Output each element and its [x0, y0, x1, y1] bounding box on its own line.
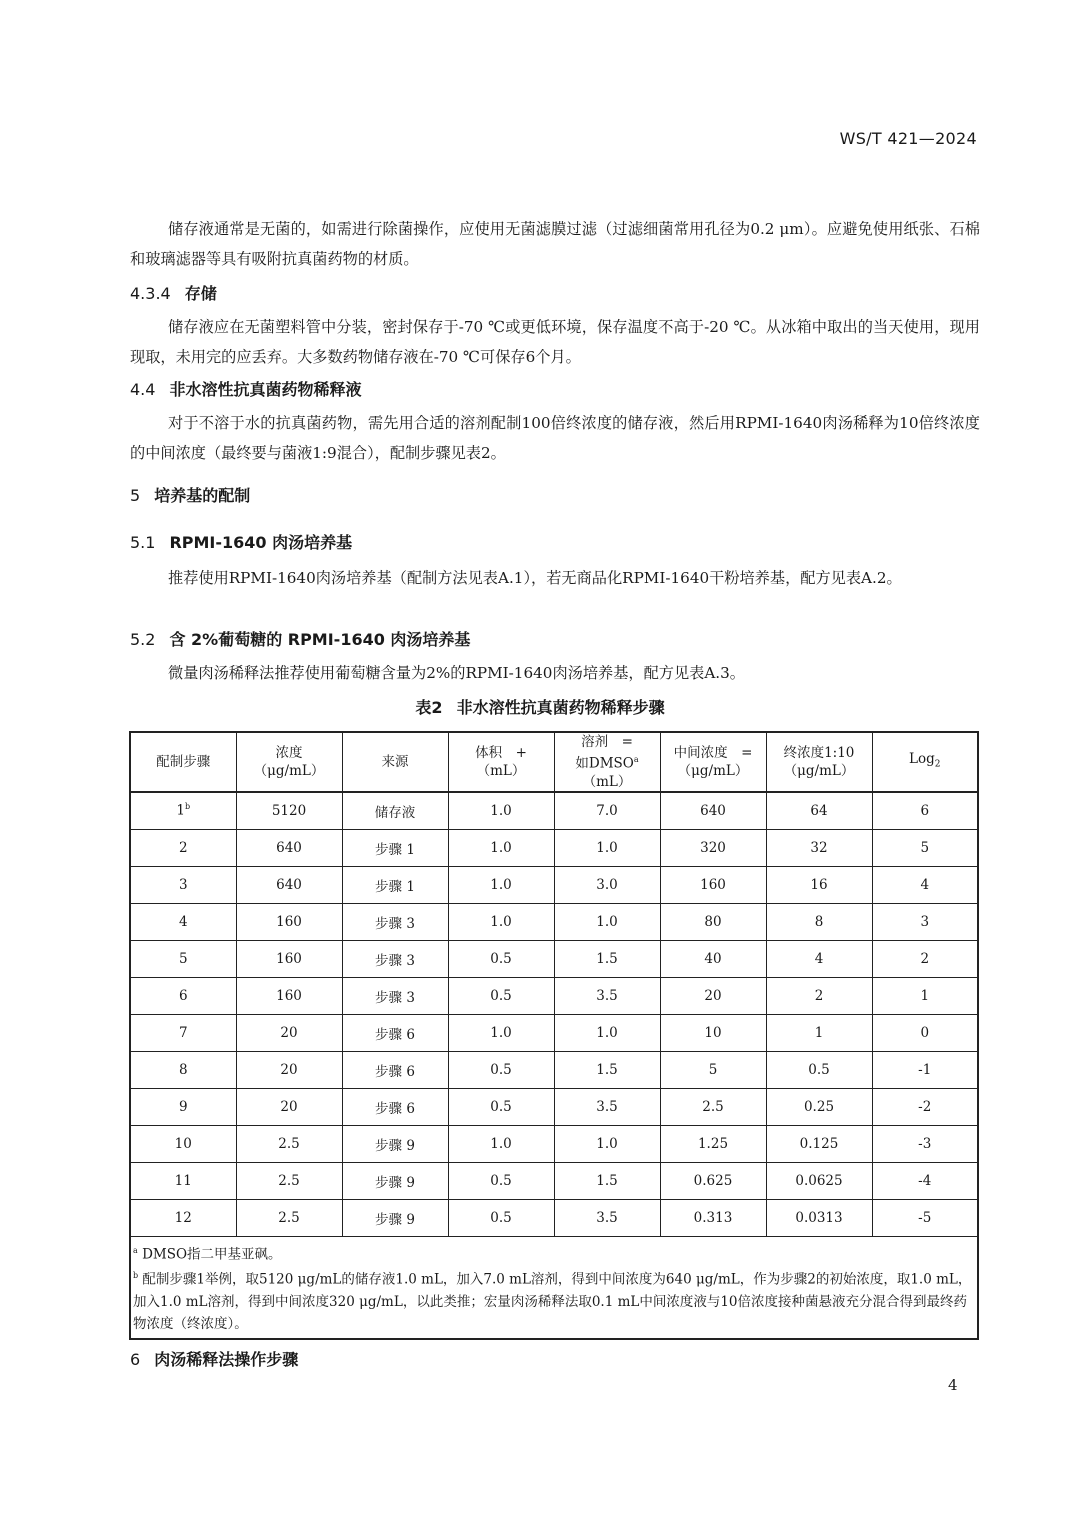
- table-row: [130, 940, 978, 977]
- cell-step: 1$^b$: [130, 792, 236, 830]
- cell-log: 3: [872, 903, 978, 940]
- table-row: [130, 792, 978, 830]
- table-row: [130, 1125, 978, 1162]
- header-volume: 体积 + （mL）: [448, 732, 554, 792]
- cell-step: 5: [130, 940, 236, 977]
- cell-source: 步骤 9: [342, 1162, 448, 1199]
- heading-title: 培养基的配制: [154, 486, 251, 505]
- cell-conc: 160: [236, 903, 342, 940]
- table-row: [130, 1199, 978, 1236]
- cell-source: 步骤 9: [342, 1199, 448, 1236]
- cell-mid: 320: [660, 829, 766, 866]
- cell-mid: 80: [660, 903, 766, 940]
- cell-solvent: 3.5: [554, 1088, 660, 1125]
- cell-volume: 1.0: [448, 903, 554, 940]
- cell-final: 32: [766, 829, 872, 866]
- paragraph-5-1: 推荐使用RPMI-1640肉汤培养基（配制方法见表A.1），若无商品化RPMI-1640干粉培养基，配方见表A.2。: [168, 569, 902, 587]
- paragraph-4-3-4: 储存液应在无菌塑料管中分装，密封保存于-70 ℃或更低环境，保存温度不高于-20 ℃。从冰箱中取出的当天使用，现用现取，未用完的应丢弃。大多数药物储存液在-70 ℃可保存6个月。: [130, 318, 980, 366]
- cell-mid: 10: [660, 1014, 766, 1051]
- cell-conc: 20: [236, 1051, 342, 1088]
- heading-number: 4.3.4: [130, 284, 171, 303]
- cell-step: 9: [130, 1088, 236, 1125]
- paragraph-4-4: 对于不溶于水的抗真菌药物，需先用合适的溶剂配制100倍终浓度的储存液，然后用RPMI-1640肉汤稀释为10倍终浓度的中间浓度（最终要与菌液1:9混合），配制步骤见表2。: [130, 414, 980, 462]
- cell-log: -4: [872, 1162, 978, 1199]
- cell-source: 步骤 6: [342, 1014, 448, 1051]
- header-solvent: 溶剂 = 如DMSO$^a$（mL）: [554, 732, 660, 792]
- cell-source: 步骤 1: [342, 866, 448, 903]
- cell-solvent: 3.0: [554, 866, 660, 903]
- heading-number: 5.1: [130, 533, 156, 552]
- paragraph-storage-sterile: 储存液通常是无菌的，如需进行除菌操作，应使用无菌滤膜过滤（过滤细菌常用孔径为0.2 μm）。应避免使用纸张、石棉和玻璃滤器等具有吸附抗真菌药物的材质。: [130, 220, 980, 268]
- cell-source: 步骤 6: [342, 1088, 448, 1125]
- cell-final: 1: [766, 1014, 872, 1051]
- table-row: [130, 1162, 978, 1199]
- cell-log: 4: [872, 866, 978, 903]
- cell-conc: 2.5: [236, 1199, 342, 1236]
- cell-final: 2: [766, 977, 872, 1014]
- cell-mid: 640: [660, 792, 766, 830]
- table-row: [130, 903, 978, 940]
- cell-mid: 20: [660, 977, 766, 1014]
- cell-mid: 0.625: [660, 1162, 766, 1199]
- cell-volume: 0.5: [448, 1088, 554, 1125]
- cell-volume: 1.0: [448, 866, 554, 903]
- table-row: [130, 866, 978, 903]
- cell-volume: 0.5: [448, 940, 554, 977]
- cell-conc: 5120: [236, 792, 342, 830]
- cell-volume: 0.5: [448, 1162, 554, 1199]
- header-concentration: 浓度 （μg/mL）: [236, 732, 342, 792]
- cell-source: 步骤 9: [342, 1125, 448, 1162]
- cell-volume: 1.0: [448, 1125, 554, 1162]
- cell-solvent: 1.0: [554, 829, 660, 866]
- heading-5-1: [130, 530, 352, 553]
- cell-volume: 1.0: [448, 792, 554, 830]
- note-a: $^a$ DMSO指二甲基亚砜。: [133, 1245, 282, 1262]
- cell-conc: 20: [236, 1014, 342, 1051]
- table-number: 表2: [415, 698, 443, 717]
- cell-step: 2: [130, 829, 236, 866]
- heading-number: 6: [130, 1350, 141, 1369]
- cell-conc: 2.5: [236, 1125, 342, 1162]
- cell-final: 0.5: [766, 1051, 872, 1088]
- cell-final: 64: [766, 792, 872, 830]
- heading-title: 非水溶性抗真菌药物稀释液: [169, 380, 362, 399]
- header-intermediate-concentration: 中间浓度 = （μg/mL）: [660, 732, 766, 792]
- dilution-table: [129, 731, 979, 1340]
- cell-final: 0.25: [766, 1088, 872, 1125]
- cell-source: 步骤 1: [342, 829, 448, 866]
- header-final-concentration: 终浓度1:10 （μg/mL）: [766, 732, 872, 792]
- cell-solvent: 1.5: [554, 940, 660, 977]
- cell-final: 8: [766, 903, 872, 940]
- heading-title: 肉汤稀释法操作步骤: [154, 1350, 299, 1369]
- cell-source: 储存液: [342, 792, 448, 830]
- cell-conc: 160: [236, 977, 342, 1014]
- table-row: [130, 1051, 978, 1088]
- cell-source: 步骤 3: [342, 940, 448, 977]
- cell-step: 6: [130, 977, 236, 1014]
- cell-log: 0: [872, 1014, 978, 1051]
- cell-log: -1: [872, 1051, 978, 1088]
- cell-log: 6: [872, 792, 978, 830]
- note-b: $^b$ 配制步骤1举例，取5120 μg/mL的储存液1.0 mL，加入7.0 mL溶剂，得到中间浓度为640 μg/mL，作为步骤2的初始浓度，取1.0 mL，加入1.0 mL溶剂，得到中间浓度320 μg/mL，以此类推；宏量肉汤稀释法取0.1 mL中间浓度液与10倍浓度接种菌悬液充分混合得到最终药物浓度（终浓度）。: [133, 1271, 972, 1332]
- cell-solvent: 1.5: [554, 1051, 660, 1088]
- cell-conc: 20: [236, 1088, 342, 1125]
- header-step: 配制步骤: [130, 732, 236, 792]
- cell-log: -3: [872, 1125, 978, 1162]
- cell-mid: 160: [660, 866, 766, 903]
- cell-conc: 640: [236, 829, 342, 866]
- cell-source: 步骤 3: [342, 977, 448, 1014]
- table-notes-row: [130, 1236, 978, 1339]
- heading-4-4: [130, 377, 361, 400]
- cell-log: 5: [872, 829, 978, 866]
- cell-log: -2: [872, 1088, 978, 1125]
- cell-mid: 1.25: [660, 1125, 766, 1162]
- heading-6: [130, 1347, 298, 1370]
- heading-5-2: [130, 627, 470, 650]
- cell-step: 3: [130, 866, 236, 903]
- table-title: 非水溶性抗真菌药物稀释步骤: [456, 698, 665, 717]
- cell-log: 2: [872, 940, 978, 977]
- table-caption: [0, 695, 1080, 718]
- table-row: [130, 829, 978, 866]
- cell-solvent: 1.0: [554, 1014, 660, 1051]
- cell-step: 8: [130, 1051, 236, 1088]
- cell-volume: 1.0: [448, 1014, 554, 1051]
- cell-log: -5: [872, 1199, 978, 1236]
- heading-number: 5.2: [130, 630, 156, 649]
- header-log2: Log$_2$: [872, 732, 978, 792]
- cell-volume: 0.5: [448, 1051, 554, 1088]
- cell-source: 步骤 6: [342, 1051, 448, 1088]
- cell-log: 1: [872, 977, 978, 1014]
- heading-title: 存储: [184, 284, 217, 303]
- cell-conc: 160: [236, 940, 342, 977]
- cell-final: 0.0313: [766, 1199, 872, 1236]
- cell-step: 4: [130, 903, 236, 940]
- cell-mid: 2.5: [660, 1088, 766, 1125]
- heading-title: 含 2%葡萄糖的 RPMI-1640 肉汤培养基: [169, 630, 471, 649]
- table-header-row: [130, 732, 978, 792]
- paragraph-5-2: 微量肉汤稀释法推荐使用葡萄糖含量为2%的RPMI-1640肉汤培养基，配方见表A.3。: [168, 664, 745, 682]
- cell-final: 0.125: [766, 1125, 872, 1162]
- cell-solvent: 1.0: [554, 1125, 660, 1162]
- heading-title: RPMI-1640 肉汤培养基: [169, 533, 353, 552]
- table-notes: [130, 1236, 978, 1339]
- table-row: [130, 1014, 978, 1051]
- cell-volume: 1.0: [448, 829, 554, 866]
- footnote-mark: b: [184, 802, 191, 812]
- cell-final: 4: [766, 940, 872, 977]
- cell-source: 步骤 3: [342, 903, 448, 940]
- cell-volume: 0.5: [448, 1199, 554, 1236]
- heading-number: 4.4: [130, 380, 156, 399]
- cell-solvent: 7.0: [554, 792, 660, 830]
- cell-solvent: 3.5: [554, 1199, 660, 1236]
- cell-mid: 0.313: [660, 1199, 766, 1236]
- heading-4-3-4: [130, 281, 217, 304]
- cell-step: 12: [130, 1199, 236, 1236]
- heading-number: 5: [130, 486, 141, 505]
- page-number: 4: [948, 1376, 958, 1394]
- cell-conc: 640: [236, 866, 342, 903]
- cell-step: 7: [130, 1014, 236, 1051]
- table-row: [130, 977, 978, 1014]
- cell-step: 10: [130, 1125, 236, 1162]
- cell-solvent: 1.5: [554, 1162, 660, 1199]
- cell-final: 16: [766, 866, 872, 903]
- cell-solvent: 1.0: [554, 903, 660, 940]
- cell-mid: 5: [660, 1051, 766, 1088]
- cell-final: 0.0625: [766, 1162, 872, 1199]
- cell-step: 11: [130, 1162, 236, 1199]
- header-source: 来源: [342, 732, 448, 792]
- cell-solvent: 3.5: [554, 977, 660, 1014]
- standard-number: WS/T 421—2024: [839, 129, 977, 148]
- cell-conc: 2.5: [236, 1162, 342, 1199]
- cell-mid: 40: [660, 940, 766, 977]
- table-row: [130, 1088, 978, 1125]
- heading-5: [130, 483, 250, 506]
- cell-volume: 0.5: [448, 977, 554, 1014]
